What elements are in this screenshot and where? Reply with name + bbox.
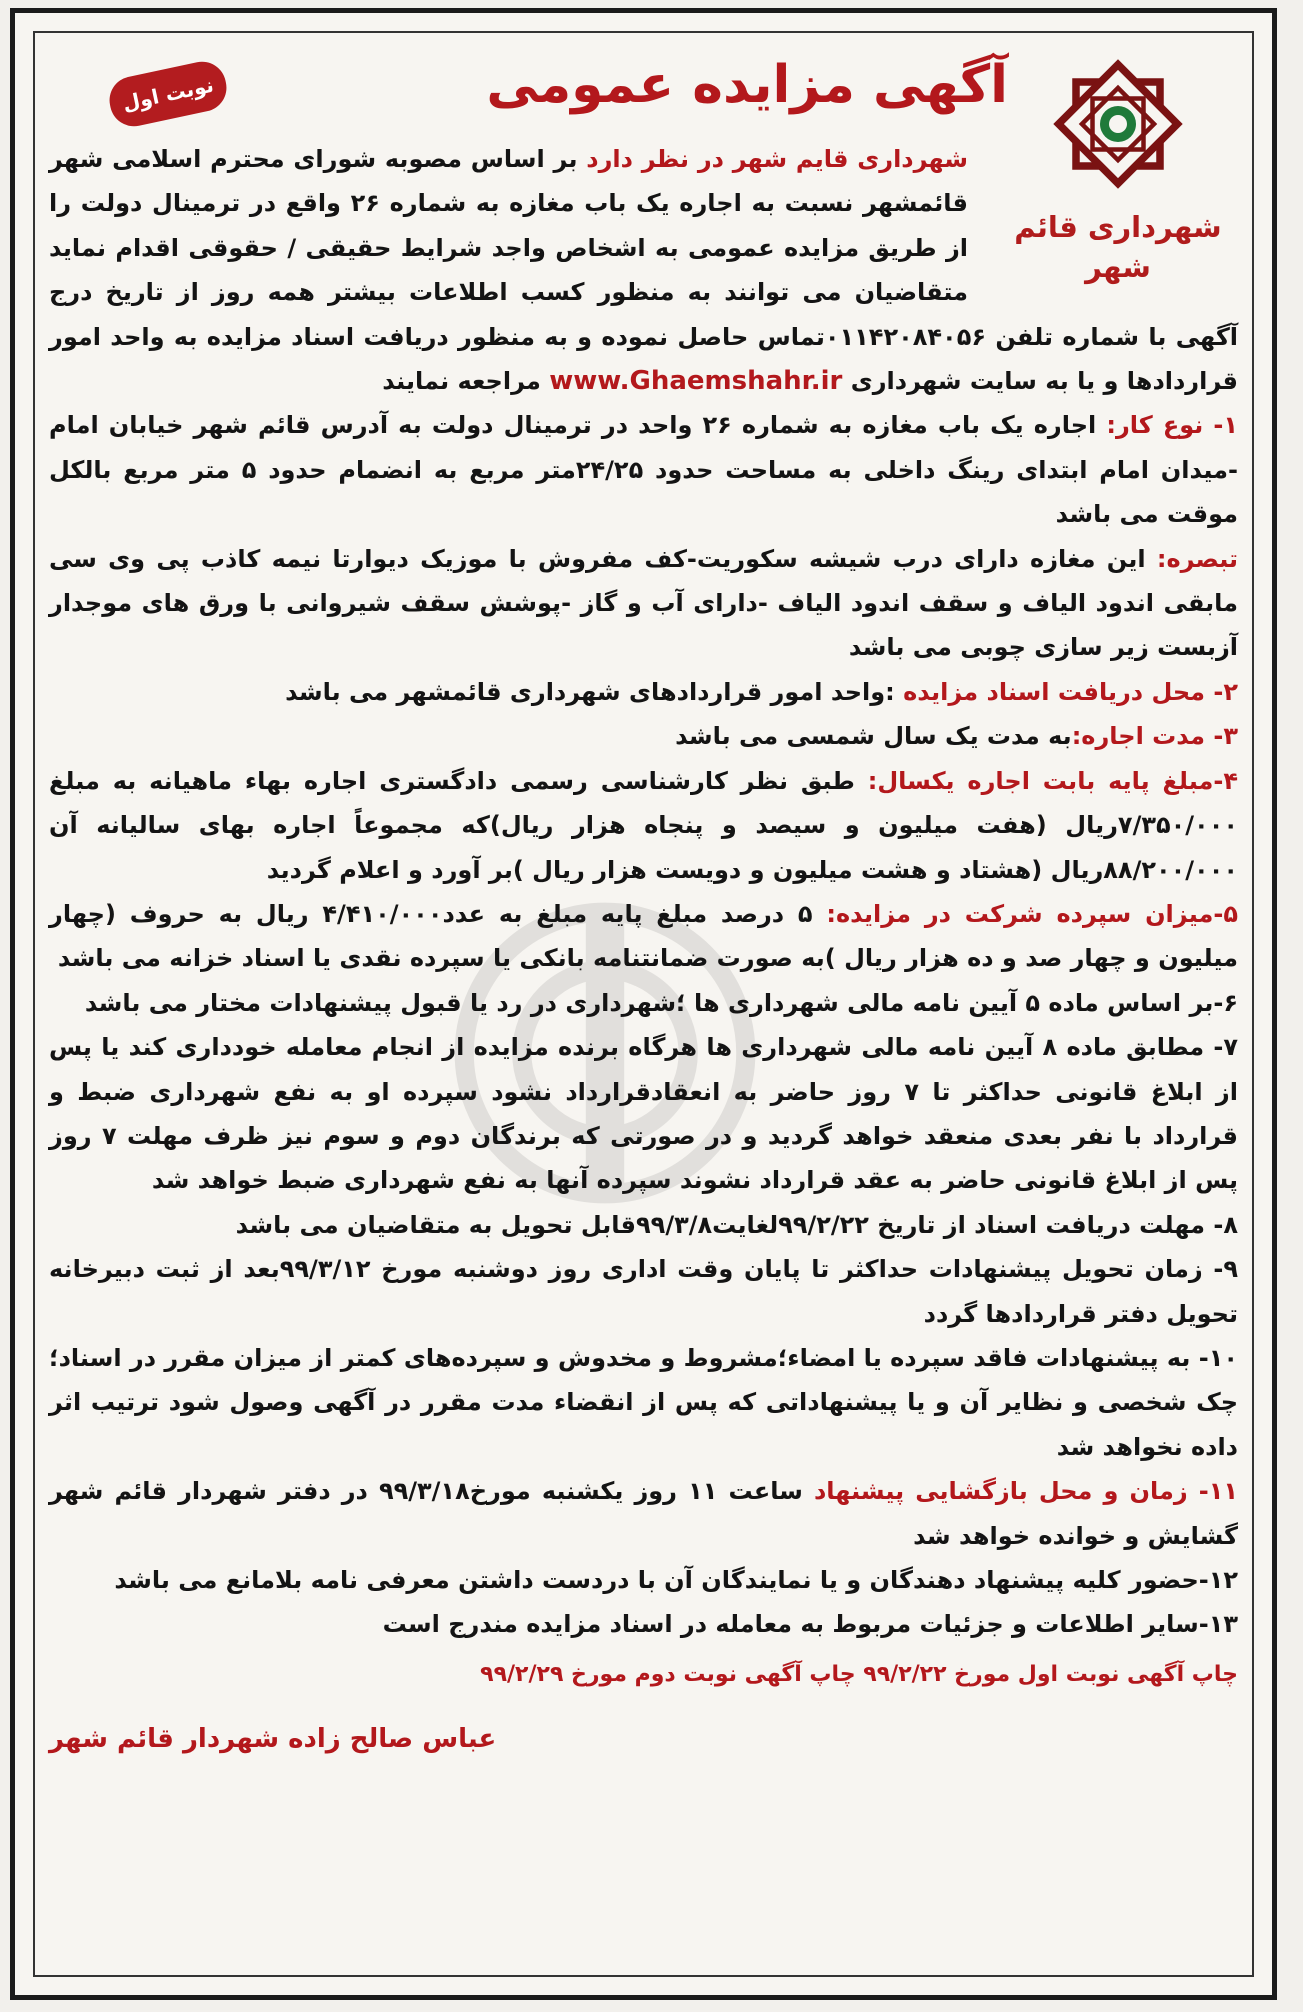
notice-title: آگهی مزایده عمومی <box>486 55 1008 115</box>
item-text: ساعت ۱۱ روز یکشنبه مورخ۹۹/۳/۱۸ در دفتر شهردار قائم شهر گشایش و خوانده خواهد شد <box>49 1477 1238 1550</box>
item-text: ۱۳-سایر اطلاعات و جزئیات مربوط به معامله در اسناد مزایده مندرج است <box>382 1610 1238 1639</box>
item-text: :واحد امور قراردادهای شهرداری قائمشهر می باشد <box>285 677 904 706</box>
intro-tail: مراجعه نمایند <box>382 367 550 396</box>
item-8 <box>49 1203 1238 1247</box>
title-row <box>49 49 1238 137</box>
item-9 <box>49 1247 1238 1336</box>
item-4 <box>49 759 1238 892</box>
print-dates: چاپ آگهی نوبت اول مورخ ۹۹/۲/۲۲ چاپ آگهی نوبت دوم مورخ ۹۹/۲/۲۹ <box>480 1661 1238 1687</box>
item-label: ۲- محل دریافت اسناد مزایده <box>903 677 1238 706</box>
item-2 <box>49 670 1238 714</box>
item-text: ۱۲-حضور کلیه پیشنهاد دهندگان و یا نمایندگان آن با دردست داشتن معرفی نامه بلامانع می باشد <box>114 1566 1238 1594</box>
logo-caption: شهرداری قائم شهر <box>1014 210 1222 284</box>
notice-content <box>49 49 1238 1762</box>
item-10 <box>49 1336 1238 1469</box>
intro-lead: شهرداری قایم شهر در نظر دارد <box>586 145 968 173</box>
notice-frame <box>10 8 1277 2000</box>
item-label: ۳- مدت اجاره: <box>1071 722 1238 751</box>
item-text: ۹- زمان تحویل پیشنهادات حداکثر تا پایان وقت اداری روز دوشنبه مورخ ۹۹/۳/۱۲بعد از ثبت دبیرخانه تحویل دفتر قراردادها گردد <box>49 1255 1238 1328</box>
website-link[interactable]: www.Ghaemshahr.ir <box>549 366 843 397</box>
item-label: ۱- نوع کار: <box>1106 411 1238 440</box>
item-text: طبق نظر کارشناسی رسمی دادگستری اجاره بهاء ماهیانه به مبلغ ۷/۳۵۰/۰۰۰ریال (هفت میلیون و سیصد و پنجاه هزار ریال)که مجموعاً اجاره بهای سالیانه آن ۸۸/۲۰۰/۰۰۰ریال (هشتاد و هشت میلیون و دویست هزار ریال )بر آورد و اعلام گردید <box>49 766 1238 884</box>
item-11 <box>49 1469 1238 1558</box>
item-label: ۱۱- زمان و محل بازگشایی پیشنهاد <box>813 1477 1238 1506</box>
item-6 <box>49 981 1238 1025</box>
item-label: ۴-مبلغ پایه بابت اجاره یکسال: <box>867 766 1238 795</box>
item-1 <box>49 403 1238 536</box>
item-5 <box>49 892 1238 981</box>
item-12 <box>49 1558 1238 1602</box>
item-text: ۷- مطابق ماده ۸ آیین نامه مالی شهرداری ها هرگاه برنده مزایده از انجام معامله خودداری کند یا پس از ابلاغ قانونی حداکثر تا ۷ روز حاضر به انعقادقرارداد نشود سپرده او به نفع شهرداری ضبط و قرارداد با نفر بعدی منعقد خواهد گردید و در صورتی که برندگان دوم و سوم نیز ظرف مهلت ۷ روز پس از ابلاغ قانونی حاضر به عقد قرارداد نشوند سپرده آنها به نفع شهرداری ضبط خواهد شد <box>49 1033 1239 1195</box>
item-text: ۶-بر اساس ماده ۵ آیین نامه مالی شهرداری ها ؛شهرداری در رد یا قبول پیشنهادات مختار می باشد <box>84 988 1238 1017</box>
item-7 <box>49 1025 1238 1203</box>
item-text: اجاره یک باب مغازه به شماره ۲۶ واحد در ترمینال دولت به آدرس قائم شهر خیابان امام -میدان امام ابتدای رینگ داخلی به مساحت حدود ۲۴/۲۵متر مربع به انضمام حدود ۵ متر مربع بالکل موقت می باشد <box>49 411 1238 529</box>
item-text: ۵ درصد مبلغ پایه مبلغ به عدد۴/۴۱۰/۰۰۰ ریال به حروف (چهار میلیون و چهار صد و ده هزار ریال )به صورت ضمانتنامه بانکی یا سپرده نقدی یا اسناد خزانه می باشد <box>49 899 1238 973</box>
item-note <box>49 537 1238 670</box>
round-badge: نوبت اول <box>105 57 231 130</box>
item-text: این مغازه دارای درب شیشه سکوریت-کف مفروش با موزیک دیوارتا نیمه کاذب پی وی سی مابقی اندود الیاف و سقف اندود الیاف -دارای آب و گاز -پوشش سقف شیروانی با ورق های موجدار آزبست زیر سازی چوبی می باشد <box>49 544 1238 662</box>
item-text: ۸- مهلت دریافت اسناد از تاریخ ۹۹/۲/۲۲لغایت۹۹/۳/۸قابل تحویل به متقاضیان می باشد <box>235 1210 1238 1239</box>
signature: عباس صالح زاده شهردار قائم شهر <box>49 1724 497 1755</box>
item-text: ۱۰- به پیشنهادات فاقد سپرده یا امضاء؛مشروط و مخدوش و سپرده‌های کمتر از میزان مقرر در اسناد؛ چک شخصی و نظایر آن و یا پیشنهاداتی که پس از انقضاء مدت مقرر در آگهی وصول شود ترتیب اثر داده نخواهد شد <box>49 1343 1238 1461</box>
item-text: به مدت یک سال شمسی می باشد <box>675 722 1072 751</box>
item-label: تبصره: <box>1156 544 1238 573</box>
item-13 <box>49 1602 1238 1646</box>
item-label: ۵-میزان سپرده شرکت در مزایده: <box>826 899 1238 928</box>
intro-text: بر اساس مصوبه شورای محترم اسلامی شهر قائمشهر نسبت به اجاره یک باب مغازه به شماره ۲۶ واقع در ترمینال دولت را از طریق مزایده عمومی به اشخاص واجد شرایط حقیقی / حقوقی اقدام نماید متقاضیان می توانند به منظور کسب اطلاعات بیشتر همه روز از تاریخ درج آگهی با شماره تلفن ۰۱۱۴۲۰۸۴۰۵۶تماس حاصل نموده و به منظور دریافت اسناد مزایده به واحد امور قراردادها و یا به سایت شهرداری <box>49 145 1239 396</box>
item-3 <box>49 714 1238 758</box>
